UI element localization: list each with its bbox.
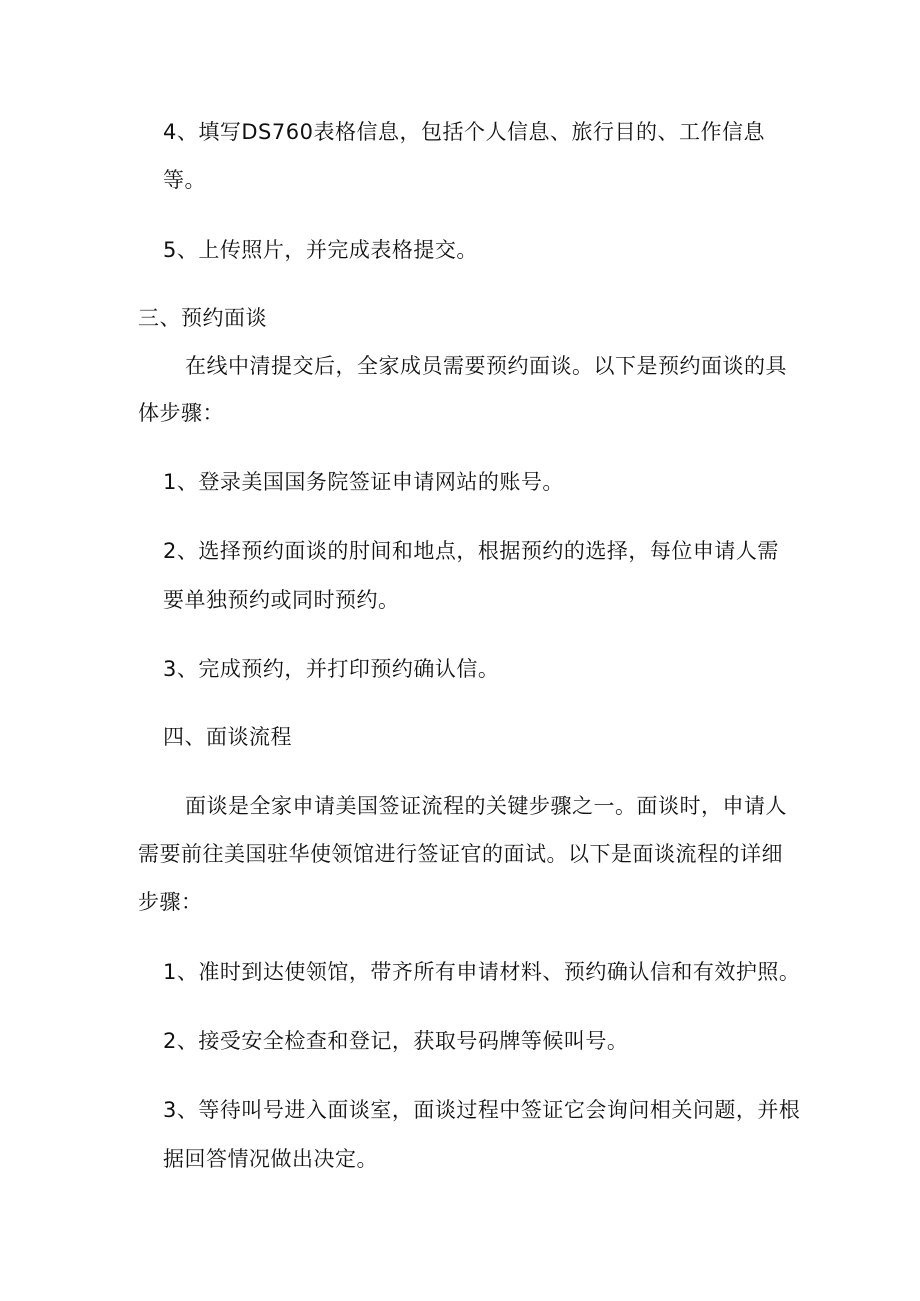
section-4-intro-line-1: 面谈是全家申请美国签证流程的关键步骤之一。面谈时，申请人 [185, 794, 787, 818]
section-4-intro-line-3: 步骤： [138, 890, 203, 914]
section-4-step-2: 2、接受安全检查和登记，获取号码牌等候叫号。 [163, 1029, 629, 1053]
section-3-heading: 三、预约面谈 [138, 306, 267, 330]
step-4-fill-form-line-2: 等。 [163, 168, 206, 192]
section-4-intro-line-2: 需要前往美国驻华使领馆进行签证官的面试。以下是面谈流程的详细 [138, 842, 783, 866]
section-3-step-2-line-1: 2、选择预约面谈的肘间和地点，根据预约的选择，每位申请人需 [163, 539, 779, 563]
section-3-step-2-line-2: 要单独预约或同时预约。 [163, 588, 400, 612]
section-4-step-3-line-2: 据回答情况做出决定。 [163, 1147, 378, 1171]
step-5-upload-photo: 5、上传照片，并完成表格提交。 [163, 238, 478, 262]
section-4-step-3-line-1: 3、等待叫号进入面谈室，面谈过程中签证它会询问相关问题，并根 [163, 1098, 801, 1122]
section-3-step-1: 1、登录美国国务院签证申请网站的账号。 [163, 470, 564, 494]
step-4-fill-form-line-1: 4、填写DS760表格信息，包括个人信息、旅行目的、工作信息 [163, 120, 765, 144]
section-3-step-3: 3、完成预约，并打印预约确认信。 [163, 657, 500, 681]
section-3-intro-line-2: 体步骤： [138, 401, 224, 425]
section-4-step-1: 1、准时到达使领馆，带齐所有申请材料、预约确认信和有效护照。 [163, 960, 801, 984]
section-4-heading: 四、面谈流程 [163, 725, 292, 749]
section-3-intro-line-1: 在线中清提交后，全家成员需要预约面谈。以下是预约面谈的具 [185, 354, 787, 378]
